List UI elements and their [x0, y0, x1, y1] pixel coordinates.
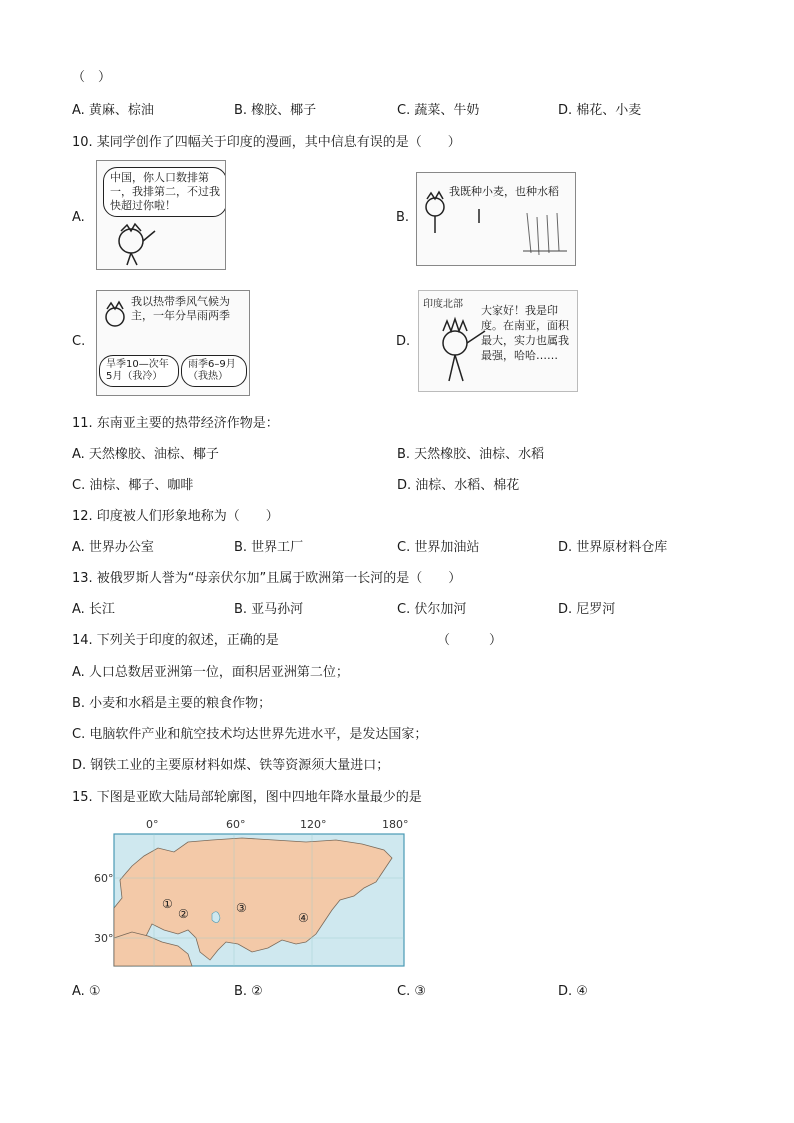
comic-a [96, 160, 226, 270]
comic-d-speech: 大家好！我是印度。在南亚，面积最大，实力也属我最强，哈哈…… [481, 304, 569, 362]
q13-option-a[interactable]: A. 长江 [72, 602, 115, 617]
q12-option-d[interactable]: D. 世界原材料仓库 [558, 540, 668, 555]
lon-label-120: 120° [300, 818, 327, 831]
comic-d-tag: 印度北部 [423, 299, 463, 310]
q9-option-d[interactable]: D. 棉花、小麦 [558, 103, 642, 118]
q9-option-c[interactable]: C. 蔬菜、牛奶 [397, 103, 480, 118]
eurasia-outline-map [92, 818, 422, 978]
q14-paren: （ ） [437, 633, 503, 648]
q14-stem: 14. 下列关于印度的叙述，正确的是 [72, 633, 279, 648]
q13-option-b[interactable]: B. 亚马孙河 [234, 602, 304, 617]
q12-option-b[interactable]: B. 世界工厂 [234, 540, 304, 555]
q9-option-b[interactable]: B. 橡胶、椰子 [234, 103, 317, 118]
q14-option-b[interactable]: B. 小麦和水稻是主要的粮食作物； [72, 696, 272, 711]
lat-label-60: 60° [94, 872, 114, 885]
q10-label-a[interactable]: A. [72, 210, 85, 225]
q10-stem: 10. 某同学创作了四幅关于印度的漫画，其中信息有误的是（ ） [72, 135, 461, 150]
q12-option-c[interactable]: C. 世界加油站 [397, 540, 480, 555]
q13-stem: 13. 被俄罗斯人誉为“母亲伏尔加”且属于欧洲第一长河的是（ ） [72, 571, 462, 586]
q11-option-a[interactable]: A. 天然橡胶、油棕、椰子 [72, 447, 219, 462]
lon-label-0: 0° [146, 818, 159, 831]
q10-label-c[interactable]: C. [72, 334, 86, 349]
map-canvas [92, 818, 422, 978]
map-point-1: ① [162, 897, 173, 911]
comic-c-speech: 我以热带季风气候为主，一年分旱雨两季 [131, 295, 230, 322]
comic-c-dry-season: 旱季10—次年5月（我冷） [99, 355, 179, 387]
q13-option-d[interactable]: D. 尼罗河 [558, 602, 616, 617]
map-point-2: ② [178, 907, 189, 921]
q9-paren: （ ） [72, 70, 112, 85]
comic-a-speech: 中国，你人口数排第一，我排第二，不过我快超过你啦！ [103, 167, 226, 217]
map-point-4: ④ [298, 911, 309, 925]
q10-label-d[interactable]: D. [396, 334, 411, 349]
comic-b [416, 172, 576, 266]
lat-label-30: 30° [94, 932, 114, 945]
q13-option-c[interactable]: C. 伏尔加河 [397, 602, 467, 617]
q15-option-c[interactable]: C. ③ [397, 984, 426, 999]
lon-label-180: 180° [382, 818, 409, 831]
q10-label-b[interactable]: B. [396, 210, 410, 225]
q9-option-a[interactable]: A. 黄麻、棕油 [72, 103, 154, 118]
q11-option-d[interactable]: D. 油棕、水稻、棉花 [397, 478, 520, 493]
q15-option-b[interactable]: B. ② [234, 984, 263, 999]
q11-option-c[interactable]: C. 油棕、椰子、咖啡 [72, 478, 194, 493]
comic-c [96, 290, 250, 396]
q15-option-d[interactable]: D. ④ [558, 984, 588, 999]
q14-option-d[interactable]: D. 钢铁工业的主要原材料如煤、铁等资源须大量进口； [72, 758, 390, 773]
q12-option-a[interactable]: A. 世界办公室 [72, 540, 154, 555]
lon-label-60: 60° [226, 818, 246, 831]
cartoon-figure-icon [417, 173, 575, 265]
q11-option-b[interactable]: B. 天然橡胶、油棕、水稻 [397, 447, 545, 462]
comic-c-wet-season: 雨季6–9月（我热） [181, 355, 247, 387]
q15-stem: 15. 下图是亚欧大陆局部轮廓图，图中四地年降水量最少的是 [72, 790, 422, 805]
cartoon-figure-icon [97, 161, 225, 269]
q11-stem: 11. 东南亚主要的热带经济作物是： [72, 416, 279, 431]
q14-option-c[interactable]: C. 电脑软件产业和航空技术均达世界先进水平，是发达国家； [72, 727, 428, 742]
q14-option-a[interactable]: A. 人口总数居亚洲第一位，面积居亚洲第二位； [72, 665, 349, 680]
map-point-3: ③ [236, 901, 247, 915]
comic-b-speech: 我既种小麦，也种水稻 [449, 185, 559, 198]
q15-option-a[interactable]: A. ① [72, 984, 101, 999]
comic-d [418, 290, 578, 392]
q12-stem: 12. 印度被人们形象地称为（ ） [72, 509, 279, 524]
